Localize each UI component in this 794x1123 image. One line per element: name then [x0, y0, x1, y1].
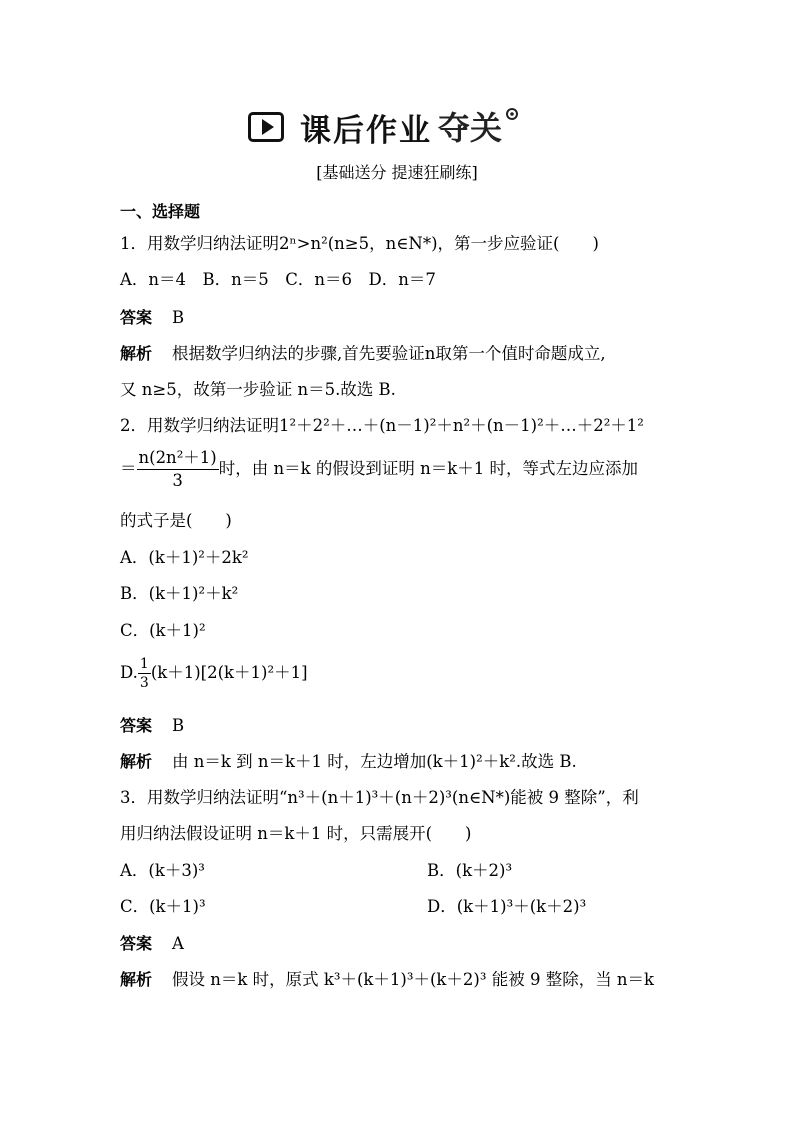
q2-stem-line-2: [120, 447, 638, 492]
equals-sign: ＝: [120, 459, 137, 478]
q2-option-a: A．(k＋1)²＋2k²: [120, 548, 249, 567]
q1-analysis-line-1: [120, 343, 606, 365]
q2-answer: [120, 715, 184, 737]
fraction-denominator: 3: [139, 675, 149, 691]
option-d-fraction: [138, 655, 151, 692]
analysis-text: 假设 n＝k 时，原式 k³＋(k＋1)³＋(k＋2)³ 能被 9 整除，当 n＝k: [172, 970, 655, 989]
option-d-prefix: D.: [120, 663, 138, 682]
analysis-label: 解析: [120, 752, 153, 771]
q2-analysis: [120, 751, 577, 773]
q2-option-d: [120, 655, 308, 692]
q1-answer: [120, 307, 184, 329]
answer-label: 答案: [120, 308, 153, 327]
option-d-rest: (k＋1)[2(k＋1)²＋1]: [150, 663, 308, 682]
q1-options: A．n＝4 B．n＝5 C．n＝6 D．n＝7: [120, 270, 436, 289]
q3-option-a: A．(k＋3)³: [120, 861, 205, 880]
page-subtitle: [基础送分 提速狂刷练]: [316, 163, 478, 182]
answer-value: B: [172, 308, 185, 327]
analysis-label: 解析: [120, 970, 153, 989]
fraction-numerator: 1: [139, 656, 149, 672]
q3-analysis: [120, 969, 654, 991]
q2-stem-line-1: 2．用数学归纳法证明1²＋2²＋…＋(n－1)²＋n²＋(n－1)²＋…＋2²＋1²: [120, 416, 644, 435]
play-icon: [248, 112, 284, 142]
analysis-label: 解析: [120, 344, 153, 363]
brand-logo-text: 夺关: [438, 109, 503, 147]
page-title: 课后作业: [300, 112, 432, 149]
q3-answer: [120, 933, 184, 955]
q2-option-c: C．(k＋1)²: [120, 621, 206, 640]
answer-label: 答案: [120, 934, 153, 953]
fraction-denominator: 3: [172, 471, 183, 490]
q2-stem-continuation: 时，由 n＝k 的假设到证明 n＝k＋1 时，等式左边应添加: [218, 459, 638, 478]
analysis-text: 由 n＝k 到 n＝k＋1 时，左边增加(k＋1)²＋k².故选 B.: [172, 752, 577, 771]
answer-label: 答案: [120, 716, 153, 735]
answer-value: A: [172, 934, 184, 953]
q3-option-b: B．(k＋2)³: [427, 861, 513, 880]
brand-logo: [438, 107, 522, 147]
q3-option-c: C．(k＋1)³: [120, 897, 206, 916]
q3-stem-line-2: 用归纳法假设证明 n＝k＋1 时，只需展开( ): [120, 824, 472, 843]
q3-stem-line-1: 3．用数学归纳法证明“n³＋(n＋1)³＋(n＋2)³(n∈N*)能被 9 整除”，利: [120, 788, 639, 807]
section-title: 一、选择题: [120, 202, 201, 221]
q2-stem-line-3: 的式子是( ): [120, 511, 232, 530]
q1-stem: 1．用数学归纳法证明2ⁿ>n²(n≥5，n∈N*)，第一步应验证( ): [120, 234, 599, 253]
answer-value: B: [172, 716, 185, 735]
fraction-numerator: n(2n²＋1): [137, 447, 219, 470]
q1-analysis-line-2: 又 n≥5，故第一步验证 n＝5.故选 B.: [120, 380, 396, 399]
analysis-text: 根据数学归纳法的步骤,首先要验证n取第一个值时命题成立,: [172, 344, 606, 363]
fraction: [137, 447, 219, 492]
q2-option-b: B．(k＋1)²＋k²: [120, 584, 239, 603]
q3-option-d: D．(k＋1)³＋(k＋2)³: [427, 897, 587, 916]
page-header: [248, 107, 522, 147]
